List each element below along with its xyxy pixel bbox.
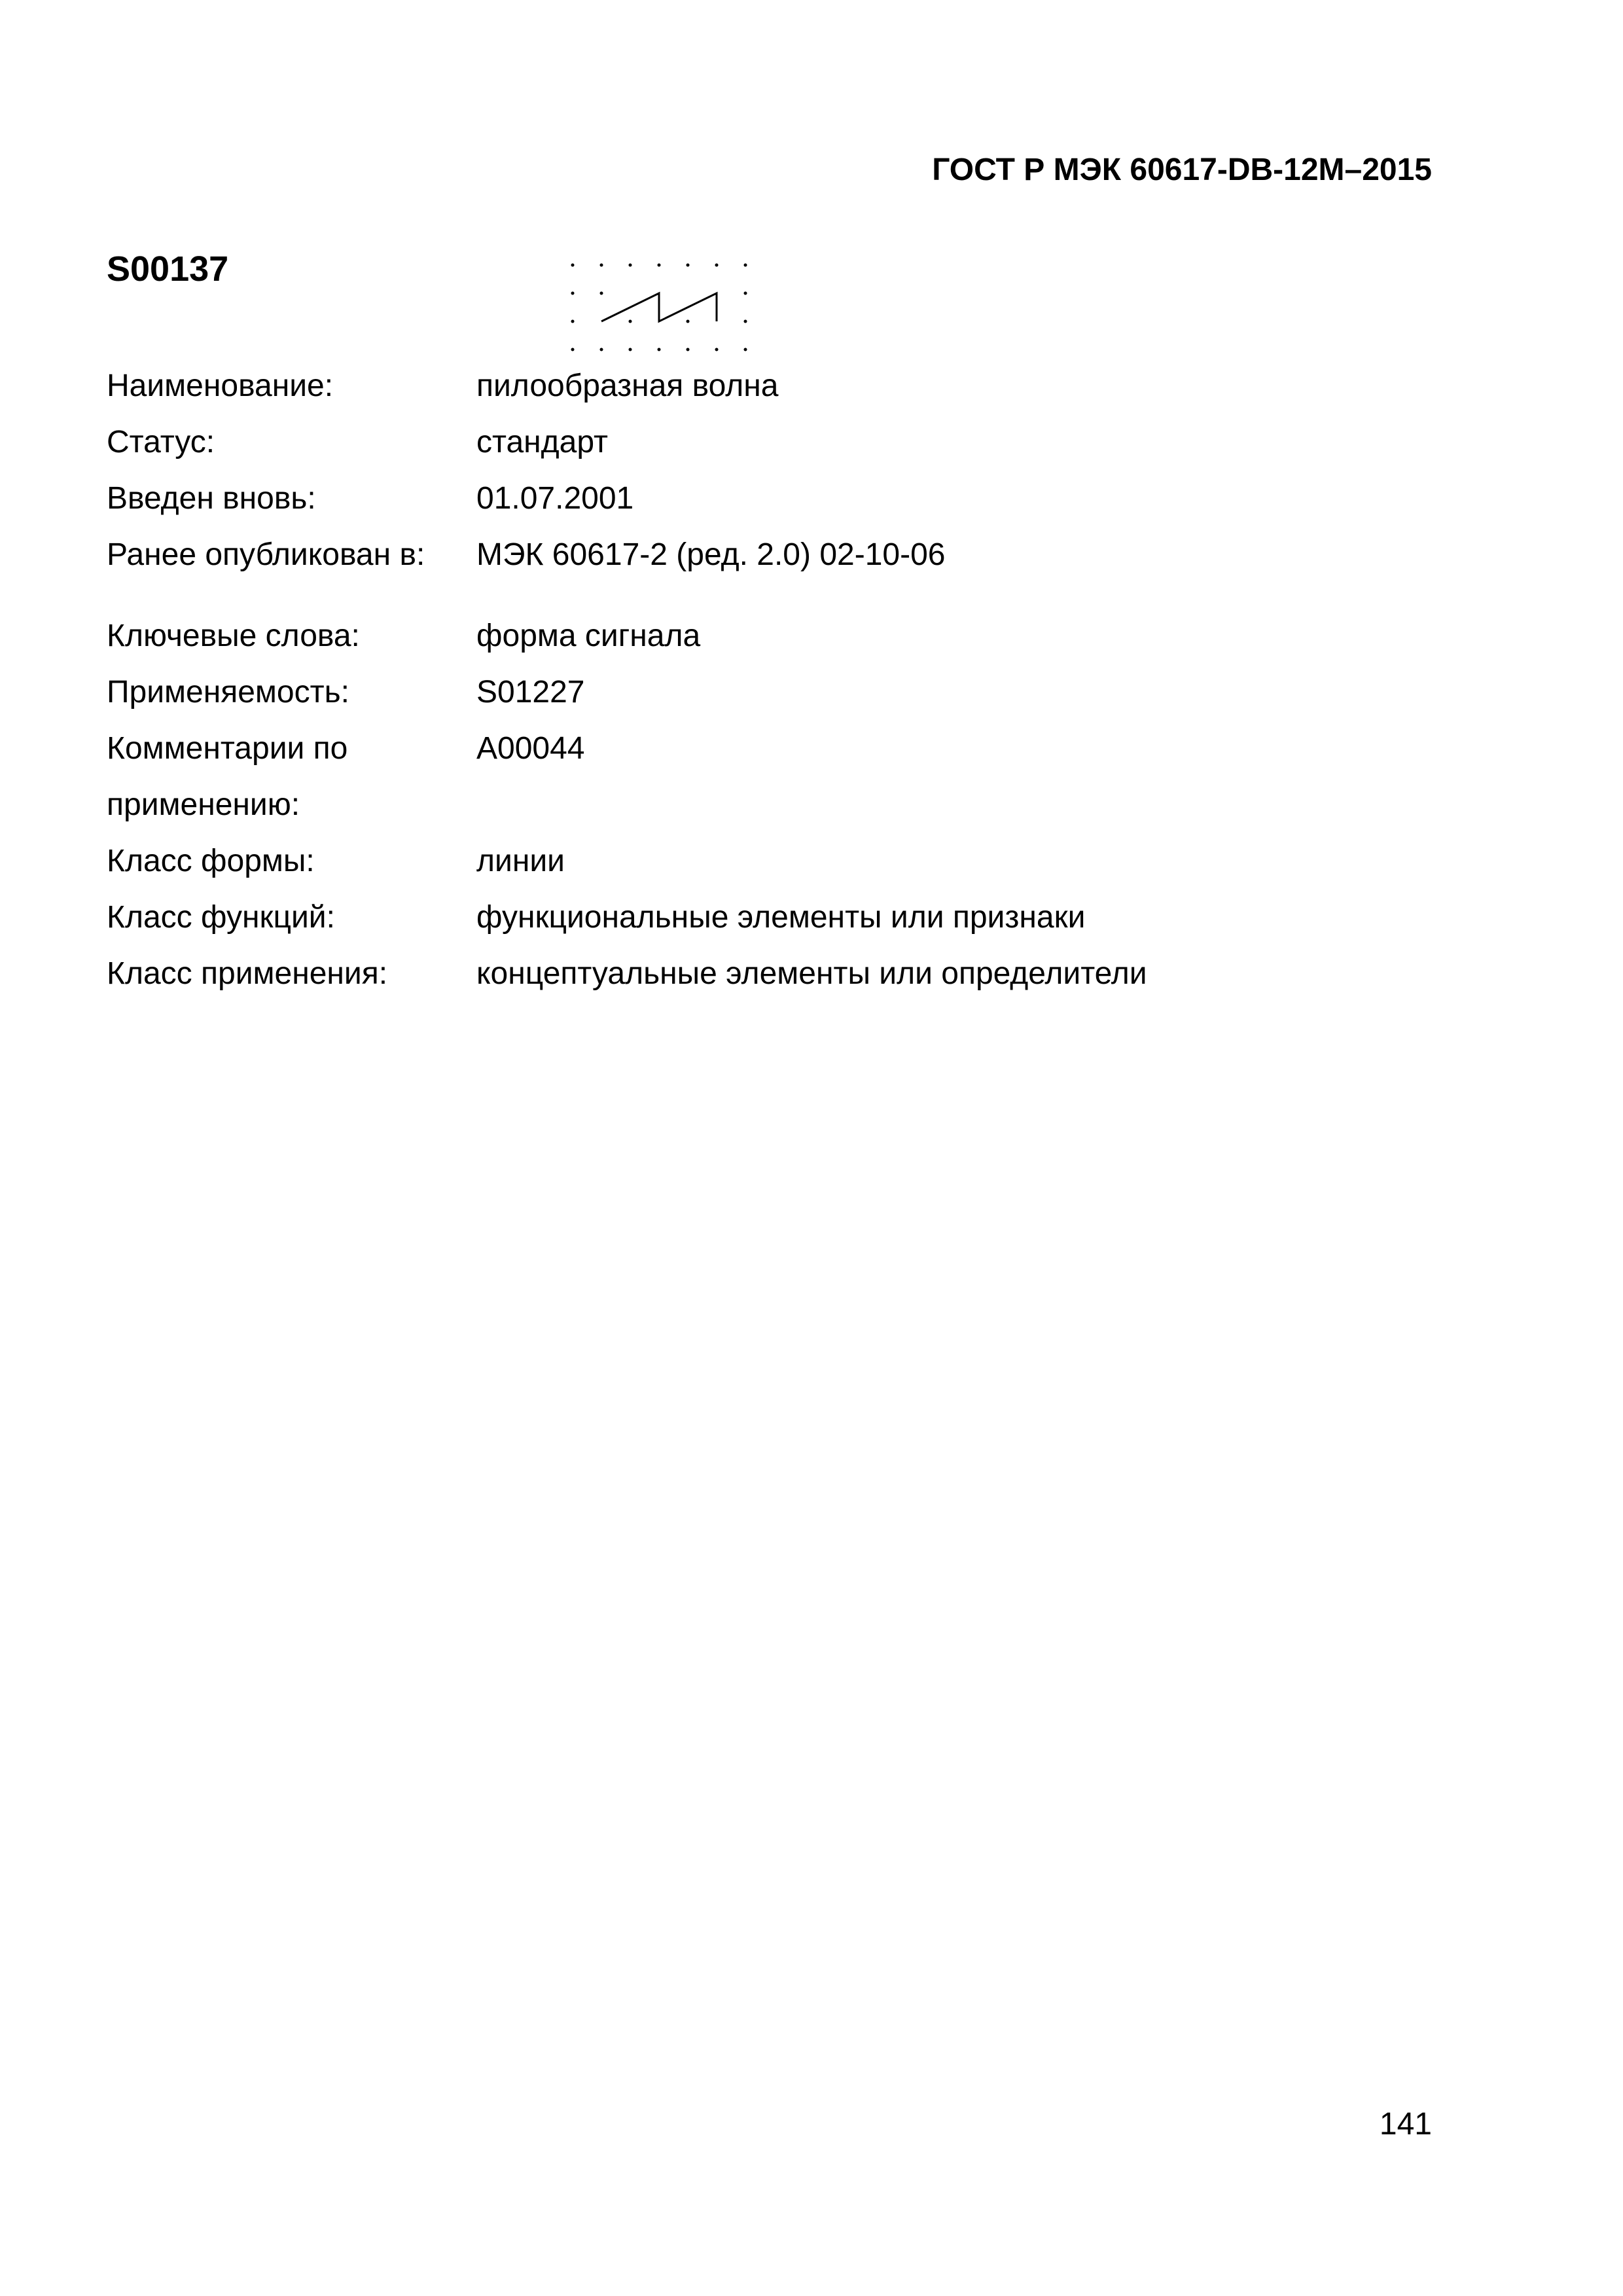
field-value: A00044 bbox=[476, 731, 585, 766]
field-row-application-class bbox=[107, 946, 1481, 1002]
standard-header: ГОСТ Р МЭК 60617-DB-12M–2015 bbox=[932, 152, 1432, 187]
field-label: Класс применения: bbox=[107, 956, 388, 991]
field-row-shape-class bbox=[107, 833, 1481, 889]
field-label: Ранее опубликован в: bbox=[107, 537, 425, 572]
field-value: стандарт bbox=[476, 425, 608, 459]
field-label: Применяемость: bbox=[107, 675, 349, 709]
field-value: функциональные элементы или признаки bbox=[476, 900, 1086, 935]
field-label: Ключевые слова: bbox=[107, 619, 360, 653]
field-row-keywords bbox=[107, 608, 1481, 664]
page-number: 141 bbox=[1379, 2107, 1432, 2142]
field-label: Наименование: bbox=[107, 368, 334, 403]
field-value: пилообразная волна bbox=[476, 368, 779, 403]
field-row-status bbox=[107, 414, 1481, 471]
field-label-line2: применению: bbox=[107, 787, 300, 822]
field-value: линии bbox=[476, 844, 565, 878]
field-row-applicability bbox=[107, 664, 1481, 721]
field-value: 01.07.2001 bbox=[476, 481, 634, 516]
field-row-introduced bbox=[107, 471, 1481, 527]
field-row-name bbox=[107, 358, 1481, 414]
sawtooth-wave-icon bbox=[563, 259, 759, 357]
field-value: концептуальные элементы или определители bbox=[476, 956, 1147, 991]
field-value: S01227 bbox=[476, 675, 585, 709]
field-label bbox=[107, 721, 348, 833]
field-row-application-notes bbox=[107, 721, 1481, 833]
field-label: Введен вновь: bbox=[107, 481, 316, 516]
field-row-function-class bbox=[107, 889, 1481, 946]
field-label: Класс функций: bbox=[107, 900, 335, 935]
symbol-id: S00137 bbox=[107, 249, 229, 289]
field-label: Статус: bbox=[107, 425, 215, 459]
field-label: Класс формы: bbox=[107, 844, 315, 878]
field-row-previously-published bbox=[107, 527, 1481, 583]
field-label-line1: Комментарии по bbox=[107, 731, 348, 766]
field-value: МЭК 60617-2 (ред. 2.0) 02-10-06 bbox=[476, 537, 946, 572]
field-value: форма сигнала bbox=[476, 619, 701, 653]
